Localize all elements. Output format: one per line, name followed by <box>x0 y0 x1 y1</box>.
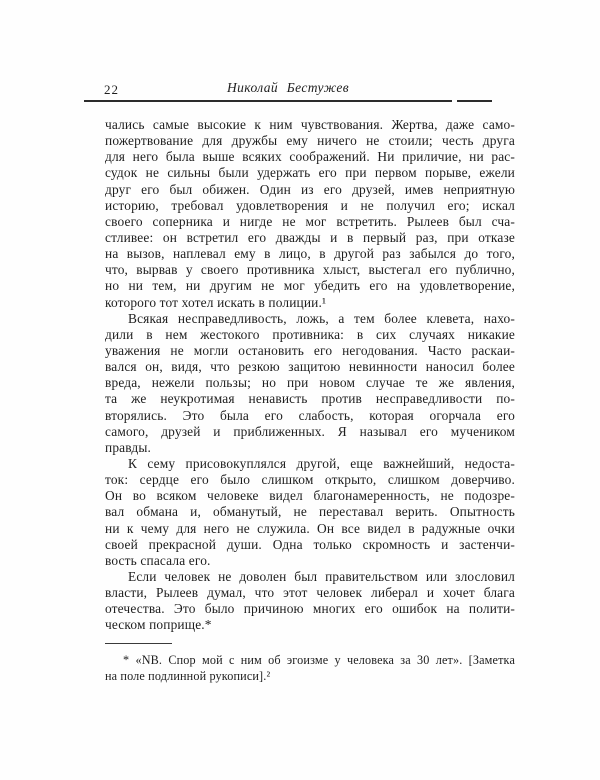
text-line: вреда, нежели пользы; но при новом случае те же явления, <box>105 375 515 391</box>
header-rule <box>84 100 452 102</box>
text-line: самого, друзей и приближенных. Я называл его мучеником <box>105 423 515 439</box>
text-line: которого тот хотел искать в полиции.¹ <box>105 294 327 310</box>
text-line: вторялись. Это была его слабость, которая огорчала его <box>105 407 515 423</box>
text-line: власти, Рылеев думал, что этот человек либерал и хочет блага <box>105 585 515 601</box>
footnote-line: * «NB. Спор мой с ним об эгоизме у человека за 30 лет». [Заметка <box>123 653 515 667</box>
text-line: судок не сильны были удержать его при первом порыве, ежели <box>105 165 515 181</box>
page-number: 22 <box>104 82 119 97</box>
text-line: вость спасала его. <box>105 552 211 568</box>
footnote <box>105 653 515 684</box>
text-line: чались самые высокие к ним чувствования. Жертва, даже само- <box>105 117 515 132</box>
paragraph <box>105 311 515 456</box>
running-title: Николай Бестужев <box>226 80 350 95</box>
text-line: дили в нем жестокого противника: в сих случаях никакие <box>105 326 515 342</box>
text-line: для него была выше всяких соображений. Ни приличие, ни рас- <box>105 149 515 165</box>
text-line: друг его был обижен. Один из его друзей, имев неприятную <box>105 181 515 197</box>
text-line: но ни тем, ни другим не мог убедить его на удовлетворение, <box>105 278 515 294</box>
text-line: своей прекрасной души. Одна только скромность и застенчи- <box>105 536 515 552</box>
header-rule-segment <box>457 100 492 102</box>
text-line: Он во всяком человеке видел благонамеренность, не подозре- <box>105 488 515 504</box>
text-line: отечества. Это было причиною многих его ошибок на полити- <box>105 601 515 617</box>
text-line: ческом поприще.* <box>105 617 212 633</box>
text-line: Всякая несправедливость, ложь, а тем более клевета, нахо- <box>128 310 515 326</box>
text-line: К сему присовокуплялся другой, еще важнейший, недоста- <box>128 455 515 471</box>
page-body <box>105 117 515 634</box>
paragraph <box>105 117 515 311</box>
text-line: пожертвование для дружбы ему ничего не стоили; честь друга <box>105 133 515 149</box>
text-line: что, вырвав у своего противника хлыст, выстегал его публично, <box>105 262 515 278</box>
text-line: на вызов, наплевал ему в лицо, в другой раз забылся до того, <box>105 246 515 262</box>
text-line: уважения не могли остановить его негодования. Часто раскаи- <box>105 342 515 358</box>
text-line: правды. <box>105 439 152 455</box>
text-line: своего соперника и нигде не мог встретить. Рылеев был сча- <box>105 213 515 229</box>
text-line: стливее: он встретил его дважды и в первый раз, при отказе <box>105 229 515 245</box>
footnote-line: на поле подлинной рукописи].² <box>105 668 271 683</box>
paragraph <box>105 569 515 634</box>
footnote-separator <box>105 643 172 644</box>
text-line: та же неукротимая ненависть против несправедливости по- <box>105 391 515 407</box>
text-line: ни к чему для него не служила. Он все видел в радужные очки <box>105 520 515 536</box>
text-line: вался он, видя, что резкою защитою невинности наносил более <box>105 359 515 375</box>
text-line: вал обмана и, обманутый, не переставал верить. Опытность <box>105 504 515 520</box>
text-line: ток: сердце его было слишком открыто, слишком доверчиво. <box>105 472 515 488</box>
text-line: Если человек не доволен был правительством или злословил <box>128 568 515 584</box>
paragraph <box>105 456 515 569</box>
text-line: историю, требовал удовлетворения и не получил его; искал <box>105 197 515 213</box>
